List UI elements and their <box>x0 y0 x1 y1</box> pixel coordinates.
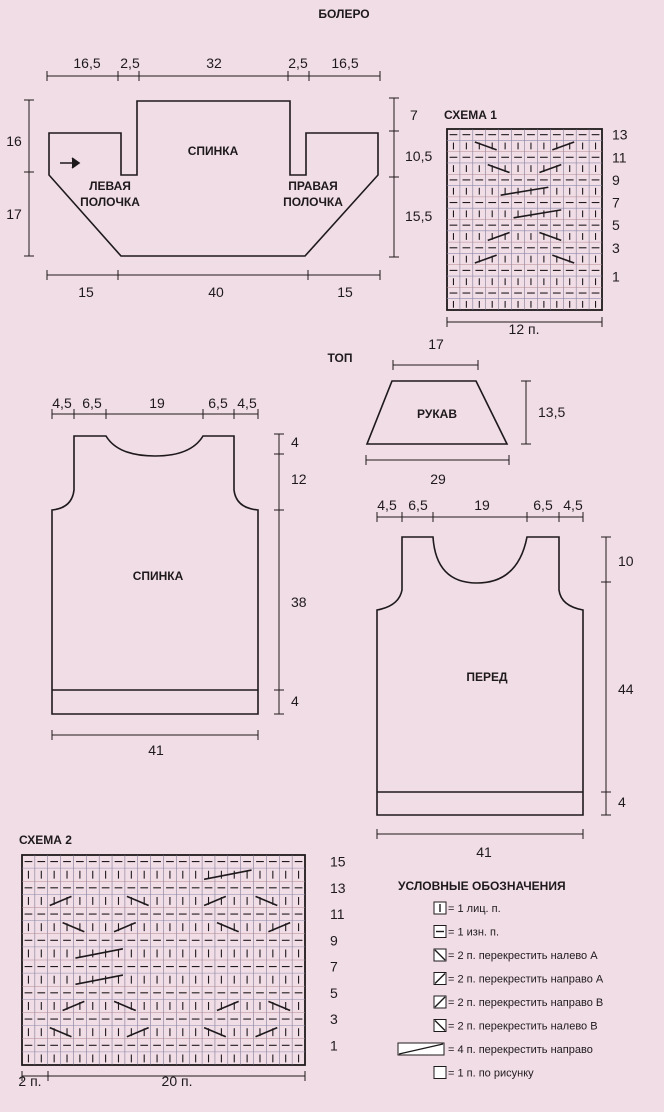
dim-label: 32 <box>206 55 222 71</box>
dim-label: 2,5 <box>120 55 140 71</box>
dim-label: 4,5 <box>377 497 397 513</box>
sleeve-bottom-dim: 29 <box>430 471 446 487</box>
dim-label: 17 <box>6 206 22 222</box>
bolero-left-front-label-1: ЛЕВАЯ <box>89 179 131 193</box>
bolero-title: БОЛЕРО <box>318 7 370 21</box>
dim-label: 4 <box>618 794 626 810</box>
dim-label: 2,5 <box>288 55 308 71</box>
bolero-left-front-label-2: ПОЛОЧКА <box>80 195 140 209</box>
scheme2-row-number: 15 <box>330 853 346 870</box>
legend-icons <box>398 902 446 1079</box>
dim-label: 10,5 <box>405 148 433 164</box>
cross-right-b-icon <box>434 996 446 1008</box>
legend-title: УСЛОВНЫЕ ОБОЗНАЧЕНИЯ <box>398 879 566 893</box>
scheme2-repeat-label: 2 п. <box>18 1073 42 1089</box>
dim-label: 44 <box>618 681 634 697</box>
pattern-stitch-icon <box>434 1067 446 1079</box>
scheme2-row-number: 7 <box>330 958 338 975</box>
dim-label: 6,5 <box>82 395 102 411</box>
legend-item-label: = 2 п. перекрестить направо В <box>448 997 604 1009</box>
legend-item-label: = 2 п. перекрестить налево В <box>448 1020 598 1033</box>
dim-label: 4 <box>291 693 299 709</box>
dim-label: 4,5 <box>563 497 583 513</box>
dim-label: 40 <box>208 284 224 300</box>
cross-left-a-icon <box>434 949 446 961</box>
sleeve-top-dim: 17 <box>428 336 444 352</box>
legend-item-label: = 1 лиц. п. <box>448 903 501 915</box>
scheme1-row-number: 11 <box>612 149 627 166</box>
top-title: ТОП <box>327 351 353 365</box>
dim-label: 6,5 <box>533 497 553 513</box>
scheme2-row-number: 11 <box>330 906 345 923</box>
purl-stitch-icon <box>434 926 446 938</box>
scheme1-row-number: 9 <box>612 171 620 188</box>
scheme2-row-number: 1 <box>330 1037 338 1054</box>
dim-label: 41 <box>476 844 492 860</box>
scheme2-row-number: 13 <box>330 879 346 896</box>
dim-label: 19 <box>474 497 490 513</box>
top-front-label: ПЕРЕД <box>466 670 508 684</box>
bolero-back-label: СПИНКА <box>187 144 239 158</box>
legend-item-label: = 2 п. перекрестить направо А <box>448 973 604 986</box>
dim-label: 12 <box>291 471 307 487</box>
cross-left-b-icon <box>434 1020 446 1032</box>
scheme2-width-label: 20 п. <box>161 1073 193 1089</box>
scheme2-row-number: 9 <box>330 932 338 949</box>
scheme1-width-label: 12 п. <box>508 321 540 337</box>
scheme1-row-number: 1 <box>612 268 620 285</box>
scheme1-title: СХЕМА 1 <box>444 108 497 122</box>
dim-label: 15 <box>78 284 94 300</box>
dim-label: 10 <box>618 553 634 569</box>
dim-label: 4,5 <box>237 395 257 411</box>
dim-label: 15,5 <box>405 208 433 224</box>
scheme1-row-number: 13 <box>612 126 628 143</box>
dim-label: 4,5 <box>52 395 72 411</box>
arrow-right-icon <box>60 158 79 168</box>
scheme2-row-number: 3 <box>330 1011 338 1028</box>
scheme2-row-number: 5 <box>330 984 338 1001</box>
dim-label: 16 <box>6 133 22 149</box>
legend-item-label: = 2 п. перекрестить налево А <box>448 950 598 962</box>
scheme1-row-number: 7 <box>612 194 620 211</box>
scheme1-row-number: 3 <box>612 239 620 256</box>
dim-label: 41 <box>148 742 164 758</box>
bolero-right-front-label-2: ПОЛОЧКА <box>283 195 343 209</box>
dim-label: 7 <box>410 107 418 123</box>
cross-right-a-icon <box>434 973 446 985</box>
bolero-right-front-label-1: ПРАВАЯ <box>288 179 338 193</box>
scheme2-title: СХЕМА 2 <box>19 833 72 847</box>
knit-stitch-icon <box>434 902 446 914</box>
legend-item-label: = 1 изн. п. <box>448 926 500 939</box>
dim-label: 4 <box>291 434 299 450</box>
dim-label: 15 <box>337 284 353 300</box>
dim-label: 19 <box>149 395 165 411</box>
dim-label: 38 <box>291 594 307 610</box>
sleeve-label: РУКАВ <box>417 407 457 421</box>
legend-item-label: = 4 п. перекрестить направо <box>448 1044 593 1056</box>
bolero-dimension-lines <box>24 71 399 280</box>
top-back-label: СПИНКА <box>132 569 184 583</box>
scheme2-grid <box>22 855 305 1081</box>
scheme1-row-number: 5 <box>612 217 620 234</box>
dim-label: 6,5 <box>208 395 228 411</box>
dim-label: 16,5 <box>73 55 101 71</box>
cross-4-right-icon <box>398 1043 444 1055</box>
legend-item-label: = 1 п. по рисунку <box>448 1067 534 1080</box>
dim-label: 16,5 <box>331 55 359 71</box>
sleeve-height-dim: 13,5 <box>538 404 566 420</box>
dim-label: 6,5 <box>408 497 428 513</box>
scheme1-grid <box>447 129 602 327</box>
